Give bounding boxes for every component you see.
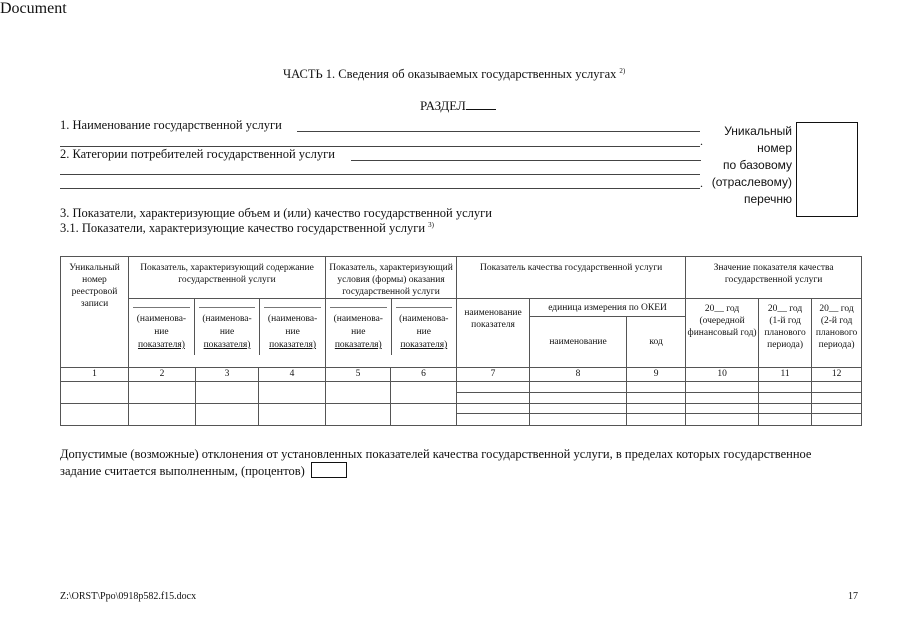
unique-code-line: номер	[757, 141, 792, 155]
part-title-text: ЧАСТЬ 1. Сведения об оказываемых государственных услугах	[283, 67, 617, 81]
table-cell[interactable]	[129, 404, 196, 426]
table-cell[interactable]	[391, 382, 457, 404]
column-number: 9	[627, 368, 686, 382]
conditions-indicator-1-caption	[326, 313, 391, 352]
year-2-label: (1-й год планового периода)	[764, 316, 806, 350]
table-cell[interactable]	[457, 382, 530, 393]
year-1-header	[686, 299, 759, 368]
column-number: 10	[686, 368, 759, 382]
service-name-line[interactable]	[297, 131, 700, 132]
caption-line: (наименова-	[136, 314, 187, 324]
conditions-indicator-subcells	[326, 299, 457, 368]
content-indicator-3-line[interactable]	[264, 307, 321, 308]
year-2-prefix: 20__ год	[767, 304, 803, 314]
year-3-label: (2-й год планового периода)	[815, 316, 858, 350]
table-cell[interactable]	[457, 393, 530, 404]
table-cell[interactable]	[61, 404, 129, 426]
table-cell[interactable]	[759, 382, 812, 393]
caption-line: ние	[416, 327, 431, 337]
column-number: 5	[326, 368, 391, 382]
table-cell[interactable]	[812, 404, 862, 414]
service-name-label: 1. Наименование государственной услуги	[60, 118, 282, 132]
table-cell[interactable]	[686, 414, 759, 426]
part-title-note: 2)	[619, 67, 626, 75]
table-cell[interactable]	[686, 393, 759, 404]
part-title	[283, 67, 625, 82]
table-cell[interactable]	[61, 382, 129, 404]
conditions-indicator-2-line[interactable]	[396, 307, 453, 308]
deviation-line-1: Допустимые (возможные) отклонения от установленных показателей качества государственной услуги, в пределах которых государственное	[60, 447, 812, 461]
unique-code-line: (отраслевому)	[711, 175, 792, 189]
consumer-category-line[interactable]	[351, 160, 701, 161]
caption-line: (наименова-	[399, 314, 449, 324]
deviation-note	[60, 446, 811, 479]
section-number-blank[interactable]	[466, 98, 496, 110]
caption-line: (наименова-	[267, 314, 318, 324]
caption-line: показателя)	[334, 340, 382, 350]
caption-line: ние	[351, 327, 366, 337]
table-cell[interactable]	[812, 382, 862, 393]
caption-line: ние	[154, 327, 169, 337]
conditions-indicator-1[interactable]	[326, 299, 391, 355]
content-subtable	[129, 299, 325, 355]
content-indicator-subcells	[129, 299, 326, 368]
table-cell[interactable]	[530, 382, 627, 393]
table-cell[interactable]	[627, 404, 686, 414]
unique-code-box[interactable]	[796, 122, 858, 217]
content-indicator-2-line[interactable]	[199, 307, 255, 308]
caption-line: ние	[219, 327, 235, 337]
content-indicator-1[interactable]	[129, 299, 194, 355]
column-number: 7	[457, 368, 530, 382]
table-cell[interactable]	[812, 393, 862, 404]
table-cell[interactable]	[391, 404, 457, 426]
content-indicator-1-caption	[129, 313, 194, 352]
caption-line: показателя)	[269, 340, 317, 350]
column-number: 4	[259, 368, 326, 382]
content-indicator-2[interactable]	[194, 299, 259, 355]
table-cell[interactable]	[812, 414, 862, 426]
caption-line: показателя)	[400, 340, 448, 350]
deviation-line-2: задание считается выполненным, (процентов)	[60, 464, 305, 478]
okei-code-header: код	[627, 317, 686, 368]
caption-line: (наименова-	[333, 314, 383, 324]
table-cell[interactable]	[759, 414, 812, 426]
table-cell[interactable]	[759, 404, 812, 414]
table-cell[interactable]	[196, 382, 259, 404]
column-number: 8	[530, 368, 627, 382]
caption-line: показателя)	[203, 340, 251, 350]
okei-unit-header: единица измерения по ОКЕИ	[530, 299, 686, 317]
table-cell[interactable]	[259, 404, 326, 426]
indicator-values-header: Значение показателя качества государственной услуги	[686, 257, 862, 299]
consumer-category-label: 2. Категории потребителей государственной услуги	[60, 147, 335, 161]
content-indicator-3[interactable]	[260, 299, 325, 355]
quality-indicator-header: Показатель качества государственной услуги	[457, 257, 686, 299]
table-cell[interactable]	[129, 382, 196, 404]
year-1-label: (очередной финансовый год)	[687, 316, 757, 338]
table-cell[interactable]	[530, 393, 627, 404]
table-cell[interactable]	[686, 404, 759, 414]
conditions-indicator-2-caption	[392, 313, 457, 352]
table-cell[interactable]	[627, 414, 686, 426]
indicators-subheading-note: 3)	[428, 221, 434, 229]
caption-line: (наименова-	[202, 314, 252, 324]
table-cell[interactable]	[627, 382, 686, 393]
content-indicator-2-caption	[195, 313, 259, 352]
caption-line: ние	[285, 327, 300, 337]
column-number: 3	[196, 368, 259, 382]
year-3-prefix: 20__ год	[819, 304, 854, 314]
column-number: 1	[61, 368, 129, 382]
column-number: 6	[391, 368, 457, 382]
table-cell[interactable]	[259, 382, 326, 404]
table-cell[interactable]	[530, 404, 627, 414]
table-cell[interactable]	[627, 393, 686, 404]
table-cell[interactable]	[759, 393, 812, 404]
indicators-heading: 3. Показатели, характеризующие объем и (или) качество государственной услуги	[60, 206, 492, 220]
year-3-header	[812, 299, 862, 368]
table-cell[interactable]	[530, 414, 627, 426]
unique-code-line: перечню	[744, 192, 792, 206]
file-path: Z:\ORST\Ppo\0918p582.f15.docx	[60, 591, 197, 602]
table-cell[interactable]	[686, 382, 759, 393]
year-1-prefix: 20__ год	[704, 304, 740, 314]
indicators-subheading	[60, 221, 434, 236]
consumer-category-line-2[interactable]	[60, 174, 700, 175]
column-number: 12	[812, 368, 862, 382]
content-indicator-3-caption	[260, 313, 325, 352]
consumer-category-line-3[interactable]	[60, 188, 700, 189]
content-indicator-header: Показатель, характеризующий содержание государственной услуги	[129, 257, 326, 299]
registry-number-header: Уникальный номер реестровой записи	[61, 257, 129, 368]
quality-name-header: наименование показателя	[457, 299, 530, 368]
column-number: 11	[759, 368, 812, 382]
okei-name-header: наименование	[530, 317, 627, 368]
indicators-subheading-text: 3.1. Показатели, характеризующие качество государственной услуги	[60, 221, 426, 235]
conditions-indicator-1-line[interactable]	[330, 307, 387, 308]
deviation-percent-box[interactable]	[311, 462, 347, 478]
section-heading	[420, 98, 496, 114]
unique-code-label	[700, 123, 792, 208]
conditions-subtable	[326, 299, 456, 355]
unique-code-line: Уникальный	[724, 124, 792, 138]
year-2-header	[759, 299, 812, 368]
table-cell[interactable]	[326, 404, 391, 426]
section-label: РАЗДЕЛ	[420, 98, 466, 113]
service-name-end-dot: .	[700, 134, 703, 148]
conditions-indicator-2[interactable]	[391, 299, 456, 355]
table-cell[interactable]	[326, 382, 391, 404]
column-number: 2	[129, 368, 196, 382]
page-number: 17	[848, 591, 858, 602]
conditions-indicator-header: Показатель, характеризующий условия (формы) оказания государственной услуги	[326, 257, 457, 299]
unique-code-line: по базовому	[723, 158, 792, 172]
content-indicator-1-line[interactable]	[133, 307, 190, 308]
caption-line: показателя)	[137, 340, 185, 350]
consumer-category-end-dot: .	[700, 176, 703, 190]
table-cell[interactable]	[196, 404, 259, 426]
quality-indicators-table	[60, 256, 862, 426]
table-cell[interactable]	[457, 404, 530, 414]
table-cell[interactable]	[457, 414, 530, 426]
